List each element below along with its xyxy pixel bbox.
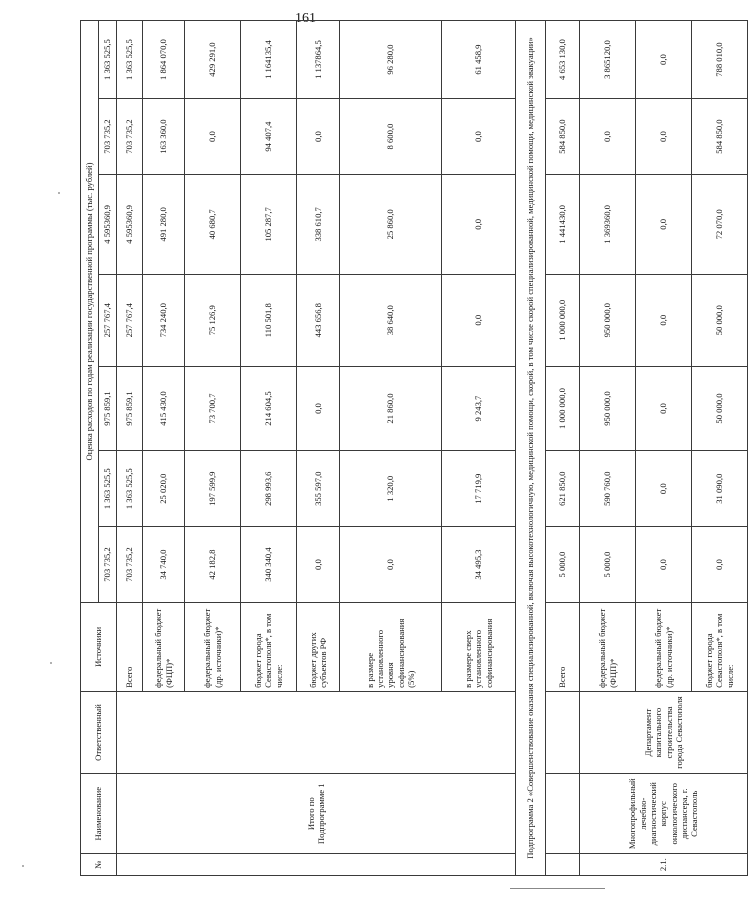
value-cell: 734 240,0 [143, 274, 185, 366]
estimate-header: Оценка расходов по годам реализации государственной программы (тыс. рублей) [81, 21, 99, 603]
value-cell: 72 070,0 [692, 175, 748, 275]
value-cell: 443 656,8 [297, 274, 340, 366]
header-row [81, 21, 99, 876]
value-cell: 0,0 [636, 366, 692, 451]
value-cell: 96 280,0 [340, 21, 442, 99]
value-cell: 491 280,0 [143, 175, 185, 275]
value-cell: 1 000 000,0 [546, 366, 580, 451]
value-cell: 105 287,7 [241, 175, 297, 275]
value-cell: 0,0 [636, 451, 692, 527]
value-cell: 0,0 [442, 99, 516, 175]
value-cell: 1 441430,0 [546, 175, 580, 275]
value-cell: 61 458,9 [442, 21, 516, 99]
value-cell: 1 864 070,0 [143, 21, 185, 99]
year-value: 257 767,4 [99, 274, 117, 366]
value-cell: 1 164135,4 [241, 21, 297, 99]
value-cell: 429 291,0 [185, 21, 241, 99]
value-cell: 788 010,0 [692, 21, 748, 99]
source-label: в размере установленного уровня софинансирования (5%) [340, 602, 442, 691]
year-value: 703 735,2 [99, 99, 117, 175]
value-cell: 50 000,0 [692, 274, 748, 366]
value-cell: 0,0 [442, 274, 516, 366]
value-cell: 703 735,2 [117, 99, 143, 175]
source-label: федеральный бюджет (ФЦП)* [143, 602, 185, 691]
value-cell: 38 640,0 [340, 274, 442, 366]
source-label: федеральный бюджет (ФЦП)* [580, 602, 636, 691]
value-cell: 73 700,7 [185, 366, 241, 451]
value-cell: 5 000,0 [546, 527, 580, 603]
value-cell: 9 243,7 [442, 366, 516, 451]
item-responsible: Департамент капитального строительства города Севастополя [580, 691, 748, 773]
value-cell: 5 000,0 [580, 527, 636, 603]
section1-responsible [117, 691, 516, 773]
value-cell: 355 597,0 [297, 451, 340, 527]
value-cell: 94 407,4 [241, 99, 297, 175]
value-cell: 298 993,6 [241, 451, 297, 527]
value-cell: 257 767,4 [117, 274, 143, 366]
value-cell: 0,0 [297, 527, 340, 603]
source-label: федеральный бюджет (др. источники)* [185, 602, 241, 691]
value-cell: 34 495,3 [442, 527, 516, 603]
table-row [580, 21, 636, 876]
section2-name-empty [546, 774, 580, 854]
value-cell: 1 363 525,5 [117, 21, 143, 99]
source-label: Всего [117, 602, 143, 691]
source-label: бюджет города Севастополя*, в том числе: [692, 602, 748, 691]
value-cell: 703 735,2 [117, 527, 143, 603]
source-label: Всего [546, 602, 580, 691]
value-cell: 31 090,0 [692, 451, 748, 527]
value-cell: 590 760,0 [580, 451, 636, 527]
source-label: федеральный бюджет (др. источники)* [636, 602, 692, 691]
value-cell: 0,0 [297, 99, 340, 175]
value-cell: 1 363 525,5 [117, 451, 143, 527]
scan-dot [58, 192, 60, 194]
value-cell: 338 610,7 [297, 175, 340, 275]
value-cell: 1 137864,5 [297, 21, 340, 99]
value-cell: 950 000,0 [580, 366, 636, 451]
value-cell: 42 182,8 [185, 527, 241, 603]
value-cell: 1 000 000,0 [546, 274, 580, 366]
rotated-table-wrapper [80, 20, 735, 876]
value-cell: 1 369360,0 [580, 175, 636, 275]
value-cell: 197 599,9 [185, 451, 241, 527]
value-cell: 21 860,0 [340, 366, 442, 451]
col-num-header: № [81, 854, 117, 876]
item-name: Многопрофильный лечебно-диагностический корпус онкологического диспансера, г. Севастополь [580, 774, 748, 854]
section1-name: Итого по Подпрограмме 1 [117, 774, 516, 854]
value-cell: 17 719,9 [442, 451, 516, 527]
value-cell: 0,0 [580, 99, 636, 175]
section2-num-empty [546, 854, 580, 876]
col-sources-header: Источники [81, 602, 117, 691]
value-cell: 4 653 130,0 [546, 21, 580, 99]
section2-responsible-empty [546, 691, 580, 773]
value-cell: 0,0 [442, 175, 516, 275]
scan-dot [22, 865, 24, 867]
page-number: 161 [295, 11, 316, 26]
scan-dot [50, 662, 52, 664]
subprogram-title-row [516, 21, 546, 876]
value-cell: 75 126,9 [185, 274, 241, 366]
col-responsible-header: Ответственный [81, 691, 117, 773]
value-cell: 0,0 [185, 99, 241, 175]
section1-num [117, 854, 516, 876]
item-number: 2.1. [580, 854, 748, 876]
value-cell: 0,0 [636, 274, 692, 366]
value-cell: 975 859,1 [117, 366, 143, 451]
value-cell: 584 850,0 [546, 99, 580, 175]
table-row [546, 21, 580, 876]
value-cell: 34 740,0 [143, 527, 185, 603]
value-cell: 621 850,0 [546, 451, 580, 527]
value-cell: 25 860,0 [340, 175, 442, 275]
value-cell: 1 320,0 [340, 451, 442, 527]
value-cell: 0,0 [636, 527, 692, 603]
year-value: 1 363 525,5 [99, 451, 117, 527]
value-cell: 40 680,7 [185, 175, 241, 275]
budget-table [80, 20, 748, 876]
footer-rule [510, 888, 605, 889]
value-cell: 3 865120,0 [580, 21, 636, 99]
source-label: в размере сверх установленного софинансирования [442, 602, 516, 691]
value-cell: 25 020,0 [143, 451, 185, 527]
year-value: 4 595360,9 [99, 175, 117, 275]
value-cell: 584 850,0 [692, 99, 748, 175]
value-cell: 0,0 [692, 527, 748, 603]
value-cell: 110 501,8 [241, 274, 297, 366]
year-value: 703 735,2 [99, 527, 117, 603]
value-cell: 4 595360,9 [117, 175, 143, 275]
value-cell: 950 000,0 [580, 274, 636, 366]
year-value: 975 859,1 [99, 366, 117, 451]
table-row [117, 21, 143, 876]
value-cell: 0,0 [636, 99, 692, 175]
source-label: бюджет города Севастополя*, в том числе: [241, 602, 297, 691]
year-total-value: 1 363 525,5 [99, 21, 117, 99]
subprogram2-title: Подпрограмма 2 «Совершенствование оказания специализированной, включая высокотехнологичную, медицинской помощи, скорой, в том числе скорой специализированной, медицинской помощи, медицинской эвакуации» [516, 21, 546, 876]
value-cell: 163 360,0 [143, 99, 185, 175]
value-cell: 0,0 [636, 175, 692, 275]
value-cell: 0,0 [340, 527, 442, 603]
value-cell: 0,0 [636, 21, 692, 99]
value-cell: 0,0 [297, 366, 340, 451]
col-name-header: Наименование [81, 774, 117, 854]
value-cell: 340 340,4 [241, 527, 297, 603]
value-cell: 415 430,0 [143, 366, 185, 451]
value-cell: 50 000,0 [692, 366, 748, 451]
value-cell: 8 600,0 [340, 99, 442, 175]
value-cell: 214 604,5 [241, 366, 297, 451]
source-label: бюджет других субъектов РФ [297, 602, 340, 691]
